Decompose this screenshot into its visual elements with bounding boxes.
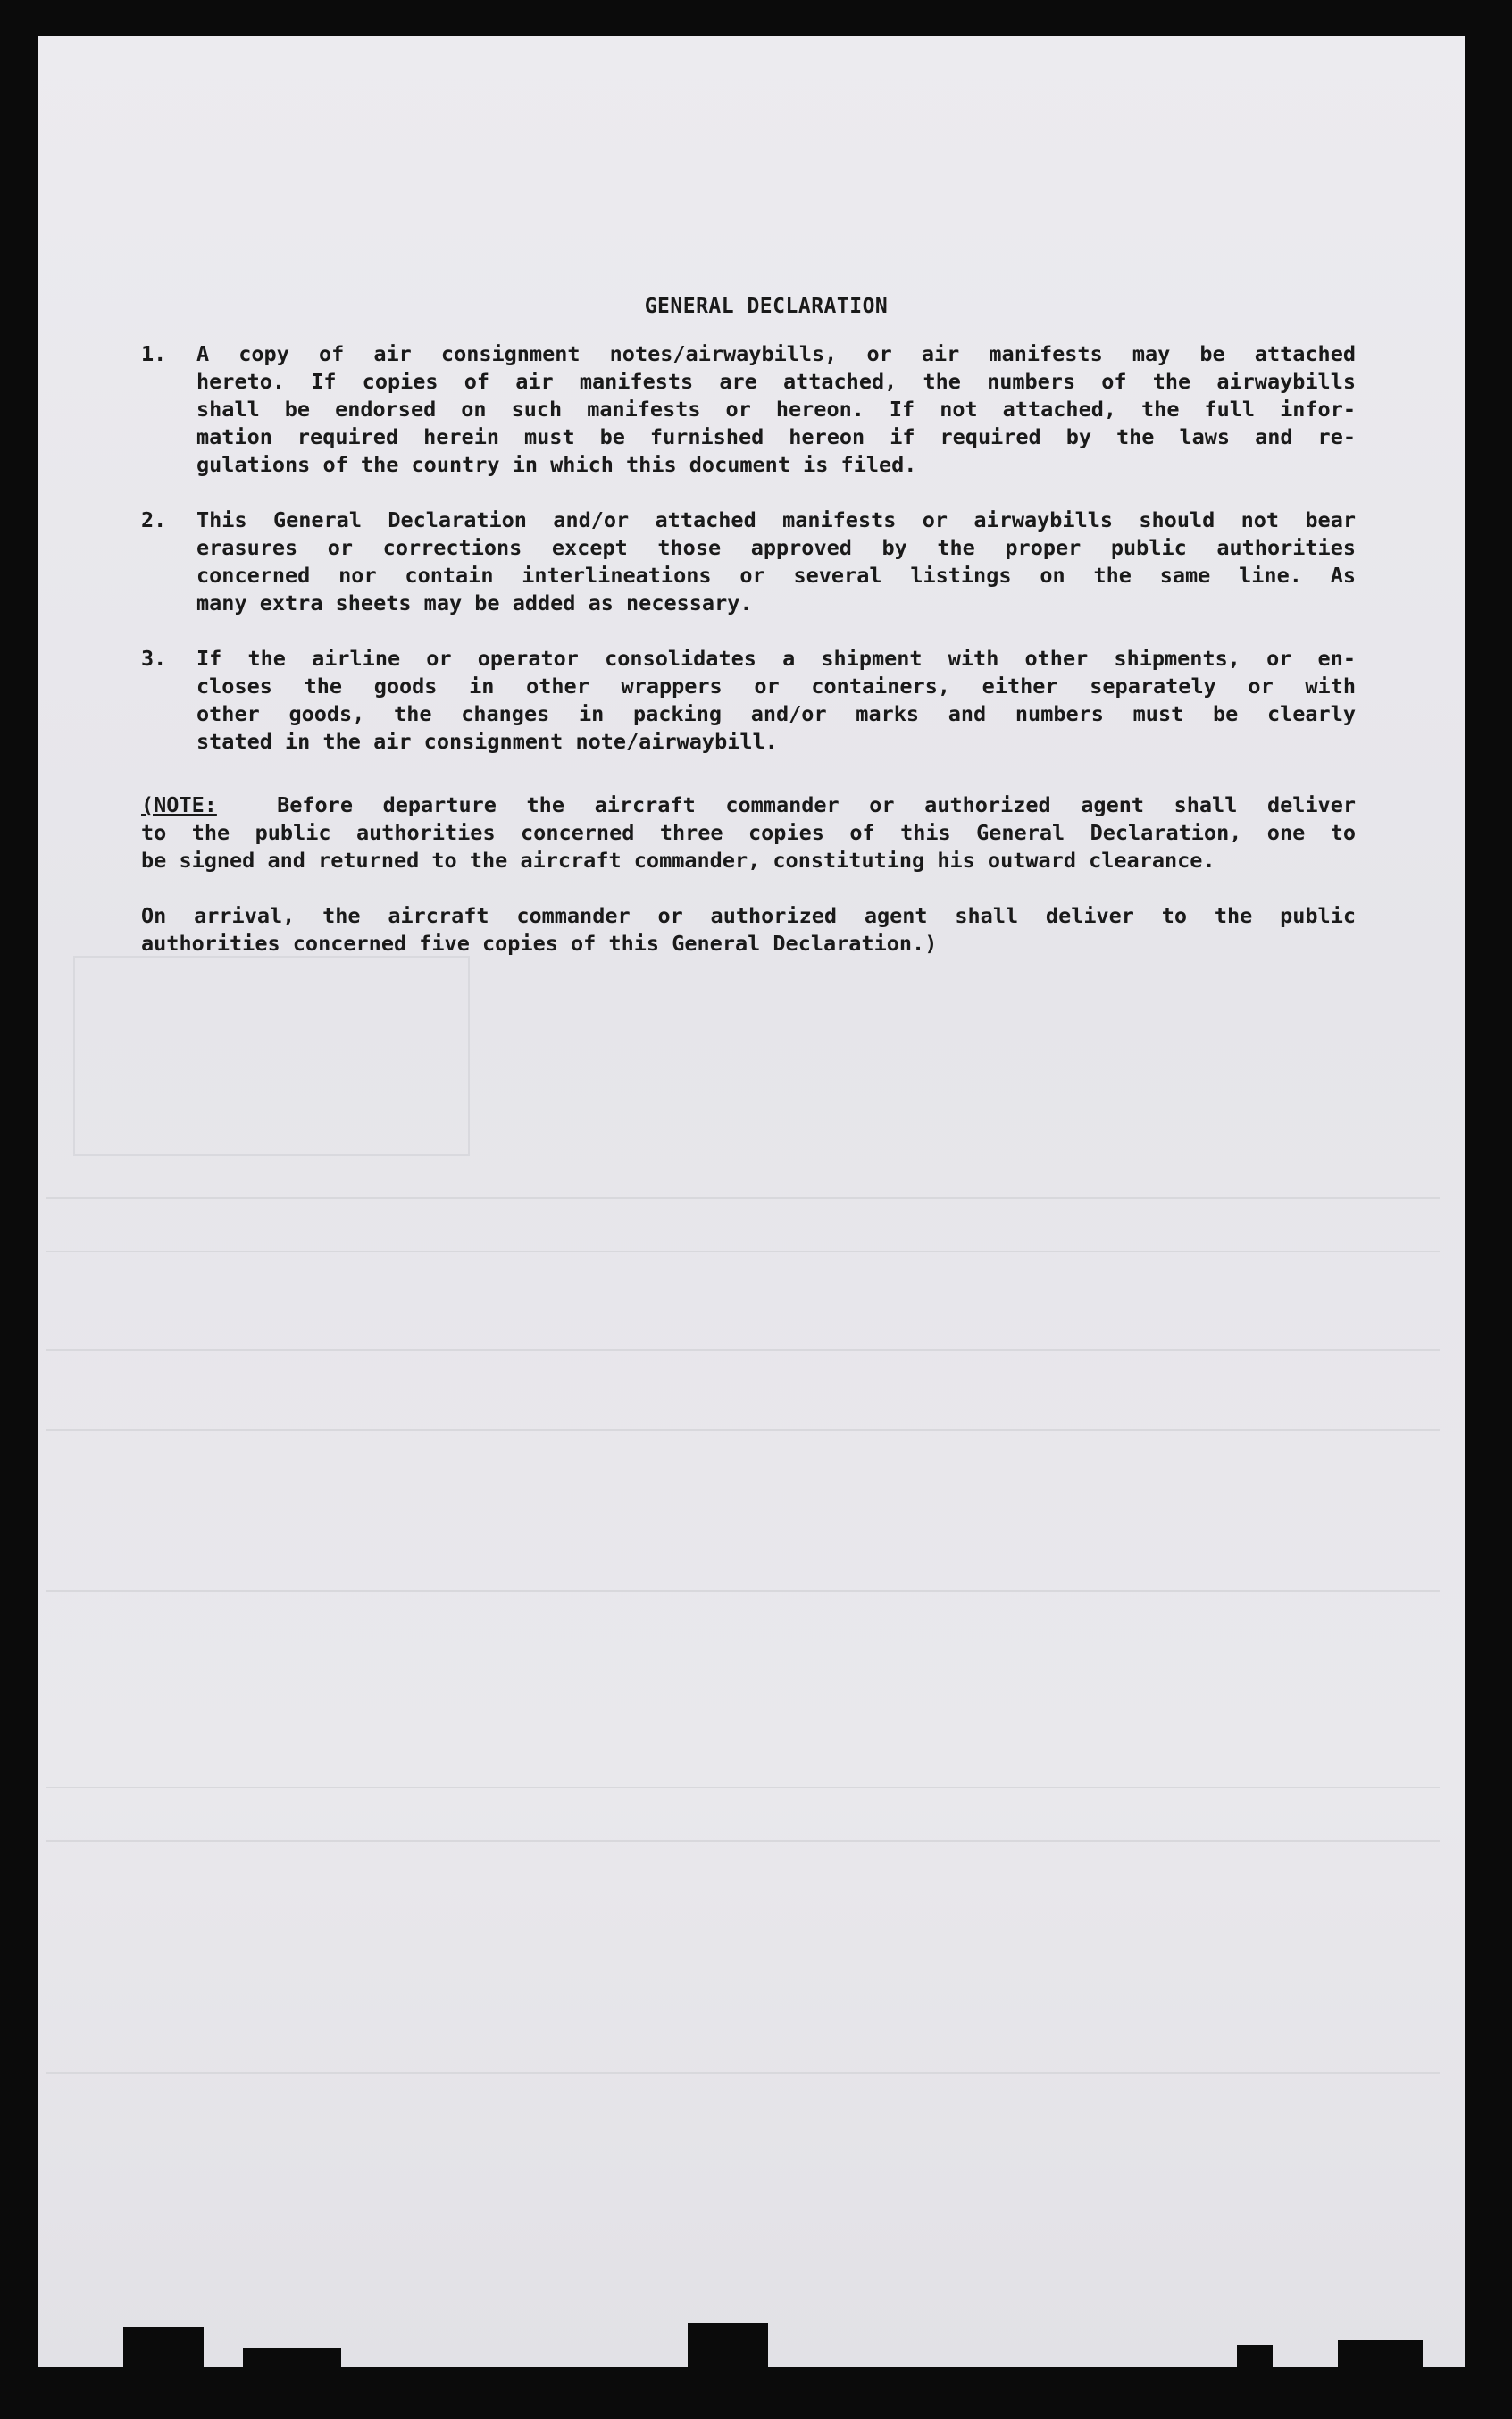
note-text: Before departure the aircraft commander or authorized agent shall deliver [277, 792, 1356, 817]
note-line: be signed and returned to the aircraft commander, constituting his outward clearance. [141, 848, 1215, 873]
binding-mark [123, 2327, 204, 2372]
item-number: 3. [141, 646, 167, 671]
bleed-through-rule [46, 1197, 1440, 1199]
item-line: many extra sheets may be added as necessary. [196, 590, 753, 615]
item-line: A copy of air consignment notes/airwaybills, or air manifests may be attached [196, 341, 1356, 366]
instruction-item-2 [141, 506, 1356, 617]
binding-mark [688, 2323, 768, 2373]
item-line: concerned nor contain interlineations or several listings on the same line. As [196, 563, 1356, 588]
item-line: This General Declaration and/or attached manifests or airwaybills should not bear [196, 507, 1356, 532]
bleed-through-rule [46, 2072, 1440, 2074]
item-line: gulations of the country in which this document is filed. [196, 452, 917, 477]
bleed-through-rule [46, 1840, 1440, 1842]
arrival-line: On arrival, the aircraft commander or authorized agent shall deliver to the public [141, 903, 1356, 928]
instruction-item-3 [141, 645, 1356, 756]
instruction-item-1 [141, 340, 1356, 479]
binding-mark [1338, 2340, 1423, 2373]
note-line: to the public authorities concerned three copies of this General Declaration, one to [141, 820, 1356, 845]
document-page [38, 36, 1465, 2367]
item-line: shall be endorsed on such manifests or hereon. If not attached, the full infor- [196, 397, 1356, 422]
declaration-text [141, 293, 1356, 985]
binding-mark [243, 2348, 341, 2373]
bleed-through-rule [46, 1590, 1440, 1592]
arrival-paragraph [141, 902, 1356, 958]
note-label: (NOTE: [141, 792, 217, 817]
bleed-through-rule [46, 1787, 1440, 1788]
note-paragraph [141, 791, 1356, 875]
arrival-line: authorities concerned five copies of this General Declaration.) [141, 931, 938, 956]
binding-mark [1237, 2345, 1273, 2372]
item-line: stated in the air consignment note/airwaybill. [196, 729, 778, 754]
note-line [141, 791, 1356, 819]
item-number: 2. [141, 507, 167, 532]
item-line: closes the goods in other wrappers or containers, either separately or with [196, 674, 1356, 699]
item-line: If the airline or operator consolidates a shipment with other shipments, or en- [196, 646, 1356, 671]
document-title: GENERAL DECLARATION [644, 295, 889, 318]
bleed-through-box [73, 956, 470, 1156]
bleed-through-rule [46, 1251, 1440, 1252]
item-number: 1. [141, 341, 167, 366]
item-line: hereto. If copies of air manifests are attached, the numbers of the airwaybills [196, 369, 1356, 394]
item-line: erasures or corrections except those approved by the proper public authorities [196, 535, 1356, 560]
bleed-through-rule [46, 1349, 1440, 1351]
item-line: mation required herein must be furnished hereon if required by the laws and re- [196, 424, 1356, 449]
bleed-through-rule [46, 1429, 1440, 1431]
item-line: other goods, the changes in packing and/or marks and numbers must be clearly [196, 701, 1356, 726]
